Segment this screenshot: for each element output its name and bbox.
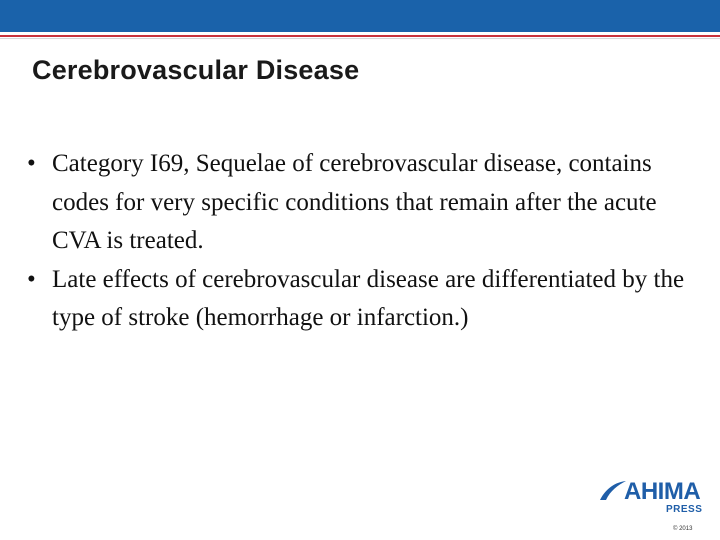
bullet-text: Category I69, Sequelae of cerebrovascular disease, contains codes for very specific conditions that remain after the acute CVA is treated.	[52, 150, 657, 254]
bullet-marker: •	[27, 150, 36, 177]
divider	[0, 38, 720, 39]
bullet-item	[24, 261, 694, 338]
logo-subtext: PRESS	[666, 504, 703, 515]
bullet-item	[24, 145, 694, 261]
copyright-text: © 2013	[673, 526, 693, 532]
slide-title: Cerebrovascular Disease	[32, 55, 360, 85]
bullet-list	[24, 145, 694, 338]
accent-rule	[0, 35, 720, 37]
bullet-text: Late effects of cerebrovascular disease are differentiated by the type of stroke (hemorrhage or infarction.)	[52, 265, 685, 331]
ahima-press-logo	[598, 478, 708, 528]
logo-wordmark: AHIMA	[624, 478, 701, 505]
bullet-marker: •	[27, 265, 36, 293]
header-band	[0, 0, 720, 32]
